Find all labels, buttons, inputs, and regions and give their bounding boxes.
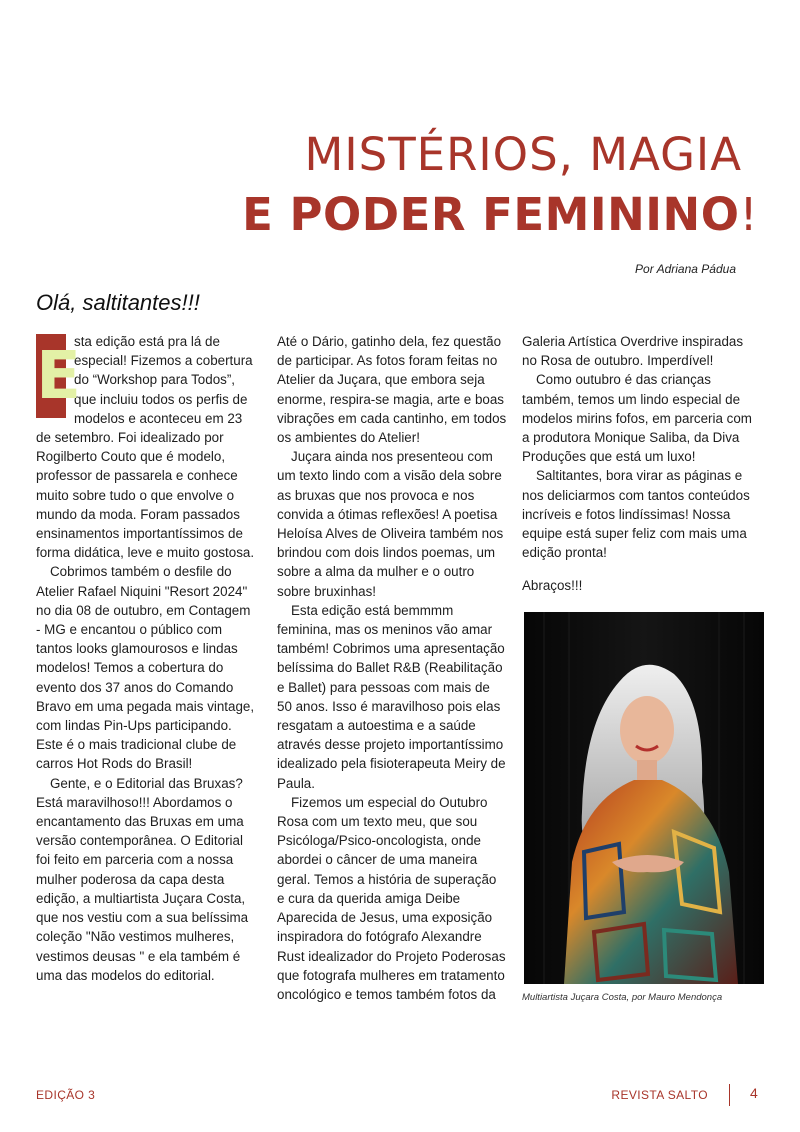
- text-column-1: [36, 332, 258, 985]
- drop-cap: [36, 334, 82, 418]
- paragraph: Esta edição está bemmmm feminina, mas os meninos vão amar também! Cobrimos uma apresentação belíssima do Ballet R&B (Reabilitação e Ballet) para pessoas com mais de 50 anos. Isso é maravilhoso pois elas resgatam a autoestima e a saúde através desse projeto importantíssimo idealizado pela fisioterapeuta Meiry de Paula.: [277, 602, 506, 791]
- title-exclamation: !: [739, 188, 758, 241]
- paragraph: sta edição está pra lá de especial! Fizemos a cobertura do “Workshop para Todos”, que incluiu todos os perfis de modelos e aconteceu em 23 de setembro. Foi idealizado por Rogilberto Couto que é modelo, professor de passarela e conhece muito sobre tudo o que envolve o mundo da moda. Foram passados ensinamentos importantíssimos de forma didática, leve e muito gostosa.: [36, 334, 255, 561]
- footer-magazine-name: REVISTA SALTO: [611, 1088, 708, 1102]
- paragraph: Gente, e o Editorial das Bruxas? Está maravilhoso!!! Abordamos o encantamento das Bruxas em uma versão contemporânea. O Editorial foi feito em parceria com a nossa mulher poderosa da capa desta edição, a multiartista Juçara Costa, que nos vestiu com a sua belíssima coleção "Não vestimos mulheres, vestimos deusas " e ela também é uma das modelos do editorial.: [36, 775, 249, 983]
- drop-cap-letter: E: [36, 337, 82, 414]
- signoff: Abraços!!!: [522, 578, 583, 594]
- footer-edition: EDIÇÃO 3: [36, 1088, 96, 1102]
- portrait-photo: [524, 612, 764, 984]
- byline: Por Adriana Pádua: [635, 262, 736, 276]
- portrait-illustration: [524, 612, 764, 984]
- footer-divider: [729, 1084, 730, 1106]
- page-number: 4: [750, 1085, 758, 1101]
- text-column-3: [522, 332, 758, 596]
- greeting: Olá, saltitantes!!!: [36, 290, 200, 315]
- paragraph: Juçara ainda nos presenteou com um texto lindo com a visão dela sobre as bruxas que nos provoca e nos convida a ótimas reflexões! A poetisa Heloísa Alves de Oliveira também nos brindou com dois lindos poemas, um sobre a alma da mulher e o outro sobre bruxinhas!: [277, 449, 504, 599]
- paragraph: Cobrimos também o desfile do Atelier Rafael Niquini "Resort 2024" no dia 08 de outubro, em Contagem - MG e encantou o público com tantos looks glamourosos e lindas modelos! Temos a cobertura do evento dos 37 anos do Comando Bravo em uma pegada mais vintage, com lindas Pin-Ups participando. Este é o mais tradicional clube de carros Hot Rods do Brasil!: [36, 564, 255, 772]
- photo-caption: Multiartista Juçara Costa, por Mauro Mendonça: [522, 992, 723, 1003]
- title-line-2: [242, 188, 758, 241]
- title-line-1: MISTÉRIOS, MAGIA: [304, 128, 742, 181]
- paragraph: Saltitantes, bora virar as páginas e nos deliciarmos com tantos conteúdos incríveis e fotos lindíssimas! Nossa equipe está super feliz com mais uma edição pronta!: [522, 468, 750, 561]
- paragraph: Fizemos um especial do Outubro Rosa com um texto meu, que sou Psicóloga/Psico-oncologista, onde abordei o câncer de uma maneira geral. Temos a história de superação e cura da querida amiga Deibe Aparecida de Jesus, uma exposição inspiradora do fotógrafo Alexandre Rust idealizador do Projeto Poderosas que fotografa mulheres em tratamento oncológico e temos também fotos da: [277, 794, 506, 1002]
- paragraph: Até o Dário, gatinho dela, fez questão de participar. As fotos foram feitas no Atelier da Juçara, que embora seja enorme, respira-se magia, arte e boas vibrações em cada cantinho, em todos os ambientes do Atelier!: [277, 334, 507, 446]
- paragraph: Como outubro é das crianças também, temos um lindo especial de modelos mirins fofos, em parceria com a produtora Monique Saliba, da Diva Produções que está um luxo!: [522, 372, 752, 465]
- paragraph: Galeria Artística Overdrive inspiradas no Rosa de outubro. Imperdível!: [522, 334, 744, 369]
- text-column-2: [277, 332, 507, 1004]
- title-line-2-text: E PODER FEMININO: [242, 188, 740, 241]
